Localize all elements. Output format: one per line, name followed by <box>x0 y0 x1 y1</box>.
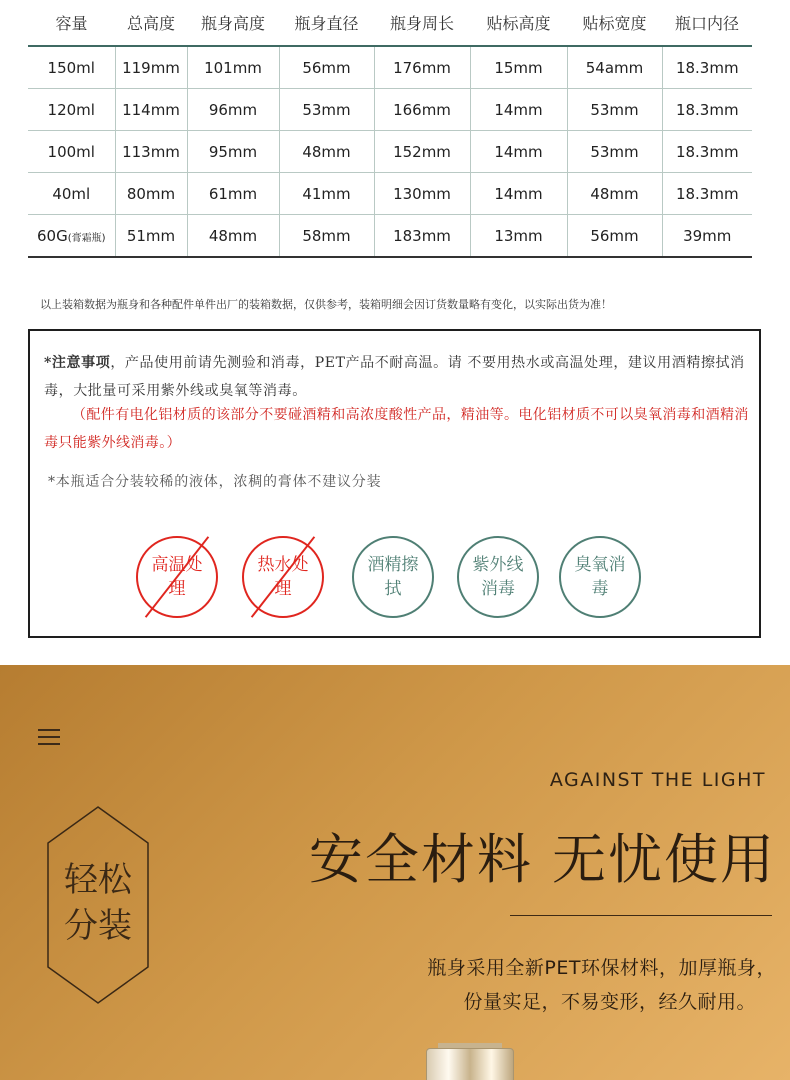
cell-capacity: 120ml <box>28 89 115 131</box>
cell-capacity: 60G(膏霜瓶) <box>28 215 115 258</box>
header-capacity: 容量 <box>28 0 115 46</box>
notice-paragraph <box>44 349 752 405</box>
cell-body-circumference: 183mm <box>374 215 470 258</box>
spec-table <box>28 0 752 258</box>
cell-label-width: 53mm <box>567 89 662 131</box>
header-total-height: 总高度 <box>115 0 187 46</box>
cell-mouth-diameter: 18.3mm <box>662 131 752 173</box>
table-row <box>28 131 752 173</box>
method-label: 热水处理 <box>257 555 309 599</box>
table-row <box>28 89 752 131</box>
ozone-disinfection-icon <box>559 536 641 618</box>
cell-label-width: 48mm <box>567 173 662 215</box>
cell-body-height: 101mm <box>187 46 279 89</box>
table-row <box>28 173 752 215</box>
divider <box>510 915 772 916</box>
notice-box <box>28 329 761 638</box>
notice-text: ，产品使用前请先测验和消毒，PET产品不耐高温。请 不要用热水或高温处理，建议用酒精擦拭消毒，大批量可采用紫外线或臭氧等消毒。 <box>44 355 745 399</box>
cell-label-width: 56mm <box>567 215 662 258</box>
cell-capacity: 150ml <box>28 46 115 89</box>
header-label-width: 贴标宽度 <box>567 0 662 46</box>
cell-mouth-diameter: 18.3mm <box>662 46 752 89</box>
header-mouth-diameter: 瓶口内径 <box>662 0 752 46</box>
cell-body-height: 61mm <box>187 173 279 215</box>
badge-line2: 分装 <box>64 906 132 946</box>
banner-description-line2: 份量实足，不易变形，经久耐用。 <box>463 991 756 1013</box>
cell-label-height: 15mm <box>470 46 567 89</box>
banner-headline: 安全材料 无忧使用 <box>308 828 776 891</box>
badge-line1: 轻松 <box>64 860 132 900</box>
method-label: 臭氧消毒 <box>574 555 626 599</box>
cell-mouth-diameter: 18.3mm <box>662 173 752 215</box>
header-body-circumference: 瓶身周长 <box>374 0 470 46</box>
cell-body-circumference: 130mm <box>374 173 470 215</box>
notice-tip: *本瓶适合分装较稀的液体，浓稠的膏体不建议分装 <box>48 474 382 490</box>
alcohol-wipe-icon <box>352 536 434 618</box>
cell-label-height: 13mm <box>470 215 567 258</box>
badge-text <box>46 857 150 949</box>
cell-label-width: 54amm <box>567 46 662 89</box>
cell-total-height: 119mm <box>115 46 187 89</box>
material-banner <box>0 665 790 1080</box>
table-row <box>28 215 752 258</box>
cell-label-height: 14mm <box>470 173 567 215</box>
no-hot-water-icon <box>242 536 324 618</box>
notice-title: *注意事项 <box>44 355 111 371</box>
english-tagline: AGAINST THE LIGHT <box>549 769 766 791</box>
method-label: 酒精擦拭 <box>367 555 419 599</box>
cell-mouth-diameter: 18.3mm <box>662 89 752 131</box>
cell-body-circumference: 176mm <box>374 46 470 89</box>
no-high-temperature-icon <box>136 536 218 618</box>
cell-body-circumference: 166mm <box>374 89 470 131</box>
method-label: 紫外线消毒 <box>472 555 524 599</box>
cell-total-height: 114mm <box>115 89 187 131</box>
banner-description-line1: 瓶身采用全新PET环保材料，加厚瓶身， <box>427 957 776 979</box>
cell-body-diameter: 41mm <box>279 173 374 215</box>
cell-label-width: 53mm <box>567 131 662 173</box>
cell-body-diameter: 58mm <box>279 215 374 258</box>
cell-body-diameter: 53mm <box>279 89 374 131</box>
table-row <box>28 46 752 89</box>
cell-body-height: 96mm <box>187 89 279 131</box>
uv-disinfection-icon <box>457 536 539 618</box>
header-label-height: 贴标高度 <box>470 0 567 46</box>
menu-icon[interactable] <box>38 729 60 750</box>
header-body-height: 瓶身高度 <box>187 0 279 46</box>
cell-mouth-diameter: 39mm <box>662 215 752 258</box>
table-footnote: 以上装箱数据为瓶身和各种配件单件出厂的装箱数据，仅供参考，装箱明细会因订货数量略有变化，以实际出货为准！ <box>40 298 612 311</box>
cell-label-height: 14mm <box>470 89 567 131</box>
cell-total-height: 80mm <box>115 173 187 215</box>
cell-body-height: 48mm <box>187 215 279 258</box>
cell-total-height: 113mm <box>115 131 187 173</box>
capacity-note: (膏霜瓶) <box>67 232 106 244</box>
cell-label-height: 14mm <box>470 131 567 173</box>
cell-body-diameter: 56mm <box>279 46 374 89</box>
header-body-diameter: 瓶身直径 <box>279 0 374 46</box>
cell-total-height: 51mm <box>115 215 187 258</box>
cell-body-diameter: 48mm <box>279 131 374 173</box>
notice-warning: （配件有电化铝材质的该部分不要碰酒精和高浓度酸性产品，精油等。电化铝材质不可以臭氧消毒和酒精消毒只能紫外线消毒。） <box>44 407 749 451</box>
cell-capacity: 100ml <box>28 131 115 173</box>
bottle-cap-image <box>426 1048 514 1080</box>
cell-body-circumference: 152mm <box>374 131 470 173</box>
method-label: 高温处理 <box>151 555 203 599</box>
cell-body-height: 95mm <box>187 131 279 173</box>
spec-table-header <box>28 0 752 46</box>
cell-capacity: 40ml <box>28 173 115 215</box>
